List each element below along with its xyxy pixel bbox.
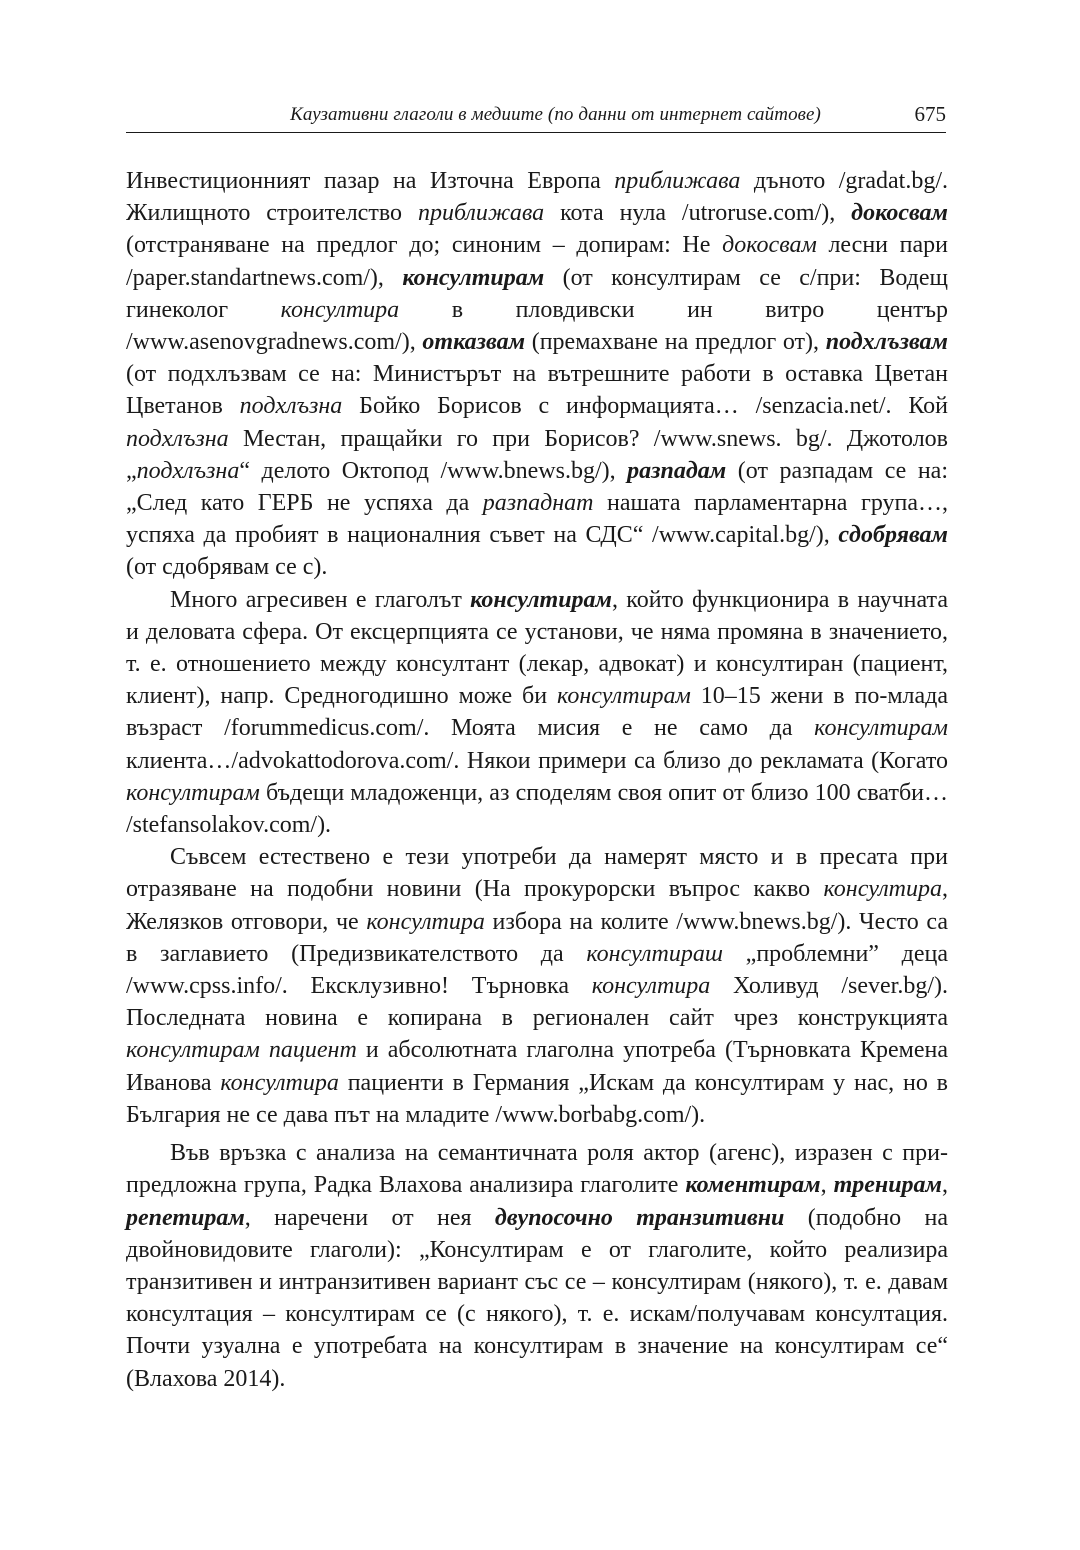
body-text	[126, 165, 948, 1395]
text-run: (от разпадам се на: „След като ГЕРБ не успяха да	[126, 457, 948, 517]
text-run: (от подхлъзвам се на: Министърът на вътрешните работи в оставка Цветан Цветанов	[126, 361, 948, 420]
text-run: Местан, пращайки го при Борисов? /www.snews. bg/. Джотолов „	[126, 425, 948, 484]
italic-example: консултирам	[814, 715, 948, 742]
text-run: и абсолютната глаголна употреба (Търновката Кремена Иванова	[126, 1037, 949, 1096]
paragraph-2	[126, 584, 948, 842]
running-header	[126, 100, 946, 133]
text-run: , наречени от нея	[244, 1204, 495, 1231]
italic-example: консултирам	[126, 779, 260, 806]
italic-example: консултираш	[586, 940, 723, 967]
italic-example: консултира	[591, 973, 711, 1000]
italic-example: подхлъзна	[126, 425, 229, 452]
text-run: (премахване на предлог от),	[525, 329, 826, 356]
bold-italic-term: репетирам	[126, 1204, 245, 1231]
text-run: , Желязков отговори, че	[126, 876, 948, 935]
text-run: лесни пари /paper.standartnews.com/),	[126, 232, 949, 291]
italic-example: подхлъзна	[136, 457, 240, 484]
text-run: Бойко Борисов с информацията… /senzacia.net/. Кой	[342, 393, 948, 420]
bold-italic-term: тренирам	[833, 1172, 942, 1199]
italic-example: подхлъзна	[239, 393, 343, 420]
paragraph-4	[126, 1137, 948, 1395]
italic-example: приближава	[417, 200, 545, 227]
text-run: нашата парламентарна група…, успяха да пробият в националния съвет на СДС“ /www.capital.bg/),	[126, 490, 948, 549]
bold-italic-term: консултирам	[470, 586, 612, 613]
bold-italic-term: сдобрявам	[838, 522, 948, 549]
bold-italic-term: докосвам	[851, 200, 948, 227]
text-run: ,	[942, 1172, 948, 1199]
bold-italic-term: разпадам	[627, 457, 727, 484]
text-run: „проблемни” деца /www.cpss.info/. Ексклузивно! Търновка	[126, 940, 948, 1000]
text-run: Инвестиционният пазар на Източна Европа	[126, 168, 615, 194]
text-run: (от сдобрявам се с).	[126, 554, 328, 581]
running-title: Каузативни глаголи в медиите (по данни от интернет сайтове)	[290, 104, 821, 125]
italic-example: приближава	[614, 168, 741, 194]
text-run: , който функционира в научната и деловата сфера. От ексцерпцията се установи, че няма промяна в значението, т. е. отношението между консултант (лекар, адвокат) и консултиран (пациент, клиент), напр. Средногодишно може би	[126, 586, 948, 710]
italic-example: консултирам	[557, 683, 691, 710]
text-run: бъдещи младоженци, аз споделям своя опит от близо 100 сватби… /stefansolakov.com/).	[126, 779, 948, 839]
italic-example: консултира	[280, 296, 400, 323]
text-run: Много агресивен е глаголът	[170, 586, 471, 613]
bold-italic-term: подхлъзвам	[825, 329, 948, 356]
text-run: ,	[820, 1172, 834, 1199]
italic-example: консултира	[366, 908, 485, 935]
italic-example: докосвам	[722, 232, 817, 259]
italic-example: консултирам пациент	[126, 1037, 357, 1064]
page-number: 675	[914, 102, 946, 126]
text-run: Във връзка с анализа на семантичната роля актор (агенс), изразен с при-предложна група, Радка Влахова анализира глаголите	[126, 1140, 948, 1199]
paragraph-3	[126, 841, 948, 1131]
text-run: избора на колите /www.bnews.bg/). Често са в заглавието (Предизвикателството да	[126, 908, 948, 967]
paragraph-1	[126, 165, 948, 584]
text-run: в пловдивски ин витро център /www.asenovgradnews.com/),	[126, 296, 949, 356]
text-run: клиента…/advokattodorova.com/. Някои примери са близо до рекламата (Когато	[126, 747, 948, 774]
text-run: Холивуд /sever.bg/). Последната новина е копирана в регионален сайт чрез конструкцията	[126, 973, 948, 1032]
bold-italic-term: консултирам	[402, 264, 545, 291]
text-run: 10–15 жени в по-млада възраст /forummedicus.com/. Моята мисия е не само да	[126, 683, 949, 742]
text-run: “ делото Октопод /www.bnews.bg/),	[239, 457, 628, 484]
text-run: (отстраняване на предлог до; синоним – допирам: Не	[126, 232, 723, 259]
text-run: (подобно на двойновидовите глаголи): „Консултирам е от глаголите, който реализира транзитивен и интранзитивен вариант със се – консултирам (някого), т. е. давам консултация – консултирам се (с някого), т. е. искам/получавам консултация. Почти узуална е употребата на консултирам в значение на консултирам се“ (Влахова 2014).	[126, 1204, 948, 1392]
italic-example: консултира	[220, 1069, 339, 1096]
italic-example: консултира	[823, 876, 942, 903]
bold-italic-term: отказвам	[422, 329, 526, 356]
text-run: кота нула /utroruse.com/),	[544, 200, 852, 227]
bold-italic-term: коментирам	[685, 1172, 821, 1199]
text-run: Съвсем естествено е тези употреби да намерят място и в пресата при отразяване на подобни новини (На прокурорски въпрос какво	[126, 844, 948, 903]
italic-example: разпаднат	[482, 490, 594, 517]
bold-italic-term: двупосочно транзитивни	[494, 1204, 785, 1231]
text-run: пациенти в Германия „Искам да консултирам у нас, но в България не се дава път на младите /www.borbabg.com/).	[126, 1069, 948, 1128]
text-run: дъното /gradat.bg/. Жилищното строителство	[126, 168, 948, 227]
text-run: (от консултирам се с/при: Водещ гинеколог	[126, 264, 949, 323]
